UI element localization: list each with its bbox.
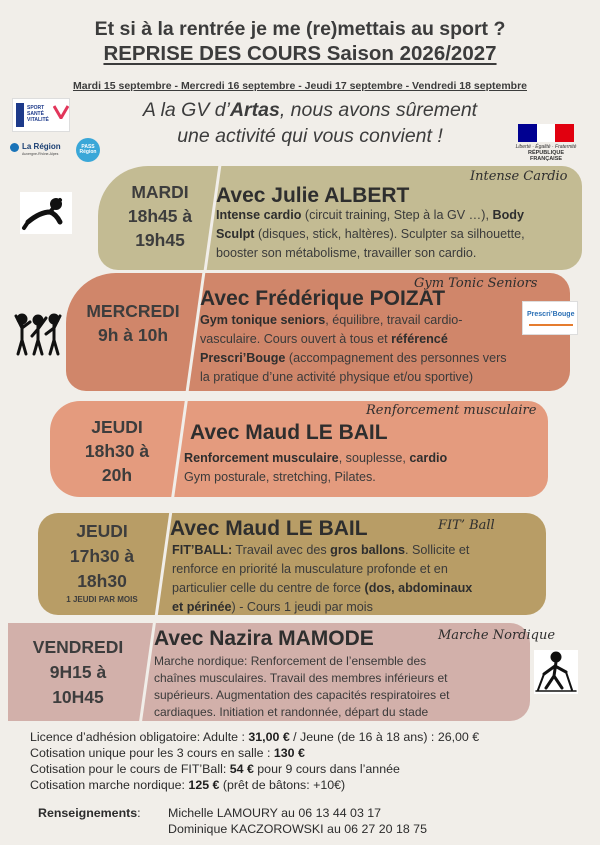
season-title: REPRISE DES COURS Saison 2026/2027 [103, 42, 497, 65]
mercredi-day: MERCREDI [86, 301, 180, 321]
jeudi2-coach: Avec Maud LE BAIL [170, 517, 368, 540]
jeudi2-description: FIT’BALL: Travail avec des gros ballons. Sollicite et renforce en priorité la musculature profonde et en particulier celle du centre de force (dos, abdominaux et périnée) - Cours 1 jeudi par mois [172, 543, 473, 614]
sport-sante-logo: SPORT SANTÉ VITALITÉ [12, 98, 70, 132]
jeudi1-time: 18h30 à [84, 441, 150, 461]
jeudi2-activity-script: FIT’ Ball [438, 518, 495, 533]
jeudi1-description: Renforcement musculaire, souplesse, cardio Gym posturale, stretching, Pilates. [184, 451, 448, 484]
mardi-time: 18h45 à [127, 206, 193, 226]
mercredi-activity-script: Gym Tonic Seniors [414, 276, 538, 291]
jeudi2-time-end: 18h30 [77, 571, 127, 591]
dates-line: Mardi 15 septembre - Mercredi 16 septembre - Jeudi 17 septembre - Vendredi 18 septembre [72, 80, 527, 92]
vendredi-time-end: 10H45 [52, 687, 104, 707]
prescri-bouge-logo: Prescri’Bouge [522, 301, 578, 335]
jeudi1-coach: Avec Maud LE BAIL [190, 421, 388, 444]
republique-francaise-logo: Liberté · Égalité · Fraternité RÉPUBLIQUE FRANÇAISE [514, 124, 578, 162]
contact-1: Michelle LAMOURY au 06 13 44 03 17 [168, 806, 382, 820]
mardi-day: MARDI [131, 182, 189, 202]
mercredi-time: 9h à 10h [97, 325, 169, 345]
headline: Et si à la rentrée je me (re)mettais au sport ? [94, 18, 506, 40]
fee-licence: Licence d’adhésion obligatoire: Adulte : 31,00 € / Jeune (de 16 à 18 ans) : 26,00 € [30, 730, 480, 744]
mardi-time-end: 19h45 [135, 230, 185, 250]
jeudi2-time: 17h30 à [69, 546, 135, 566]
vendredi-day: VENDREDI [32, 637, 124, 657]
vendredi-coach: Avec Nazira MAMODE [154, 627, 374, 650]
jeudi1-activity-script: Renforcement musculaire [366, 403, 537, 418]
vendredi-time: 9H15 à [49, 662, 107, 682]
mercredi-description: Gym tonique seniors, équilibre, travail cardio- vasculaire. Cours ouvert à tous et référencé Prescri’Bouge (accompagnement des personnes vers la pratique d’une activité physique et/ou sportive) [200, 313, 507, 384]
jeudi2-day: JEUDI [76, 521, 128, 541]
vendredi-activity-script: Marche Nordique [438, 628, 556, 643]
pass-region-logo: PASS Région [76, 138, 100, 162]
ab-exercise-icon [20, 192, 72, 234]
mardi-description: Intense cardio (circuit training, Step à la GV …), Body Sculpt (disques, stick, haltères). Sculpter sa silhouette, booster son métabolisme, travailler son cardio. [216, 208, 525, 260]
region-logo: La Région Auvergne-Rhône-Alpes [10, 140, 66, 164]
jeudi1-time-end: 20h [101, 465, 133, 485]
vendredi-description: Marche nordique: Renforcement de l’ensemble des chaînes musculaires. Travail des membres inférieurs et supérieurs. Augmentation des capacités respiratoires et cardiaques. Initiation et randonnée, départ du stade [154, 654, 450, 719]
mardi-coach: Avec Julie ALBERT [216, 184, 410, 207]
jeudi1-day: JEUDI [91, 417, 143, 437]
tagline: A la GV d’Artas, nous avons sûrement une activité qui vous convient ! [142, 99, 478, 147]
fee-nordic: Cotisation marche nordique: 125 € (prêt de bâtons: +10€) [30, 778, 346, 792]
fee-indoor: Cotisation unique pour les 3 cours en salle : 130 € [30, 746, 305, 760]
group-exercise-icon [14, 312, 62, 356]
jeudi2-note: 1 JEUDI PAR MOIS [66, 595, 138, 604]
mercredi-coach: Avec Frédérique POIZAT [200, 287, 446, 310]
mardi-activity-script: Intense Cardio [470, 169, 568, 184]
fee-fitball: Cotisation pour le cours de FIT’Ball: 54 € pour 9 cours dans l’année [30, 762, 400, 776]
contact-2: Dominique KACZOROWSKI au 06 27 20 18 75 [168, 822, 427, 836]
contact-label: Renseignements: [38, 806, 141, 820]
nordic-walking-icon [534, 650, 578, 694]
